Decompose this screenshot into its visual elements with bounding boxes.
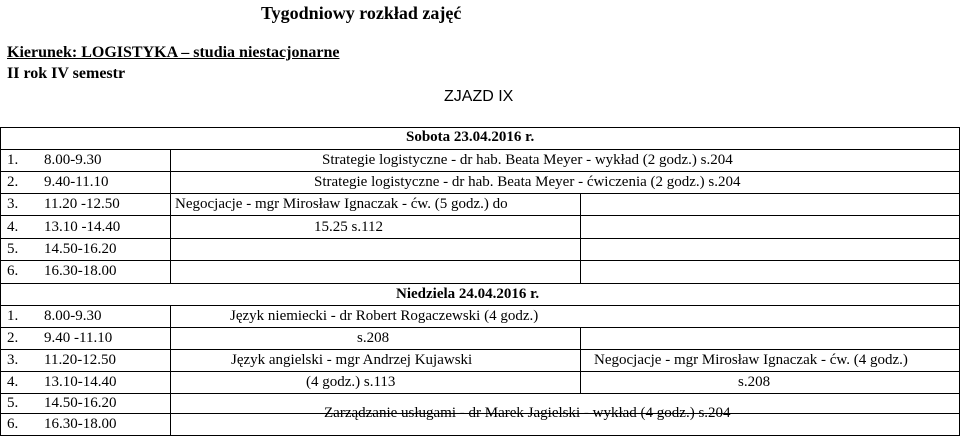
- program-name: Kierunek: LOGISTYKA – studia niestacjonarne: [7, 44, 340, 61]
- slot-time: 13.10 -14.40: [44, 219, 121, 235]
- slot-number: 3.: [7, 352, 19, 368]
- slot-number: 2.: [7, 330, 19, 346]
- sunday-header: Niedziela 24.04.2016 r.: [396, 286, 540, 302]
- zjazd-label: ZJAZD IX: [444, 88, 514, 105]
- slot-time: 14.50-16.20: [44, 241, 117, 257]
- class-entry: Negocjacje - mgr Mirosław Ignaczak - ćw. (5 godz.) do: [175, 196, 508, 212]
- class-entry: Zarządzanie usługami - dr Marek Jagielski - wykład (4 godz.) s.204: [324, 405, 731, 421]
- slot-time: 9.40-11.10: [44, 174, 109, 190]
- page-title: Tygodniowy rozkład zajęć: [261, 3, 462, 23]
- slot-number: 4.: [7, 219, 19, 235]
- slot-time: 16.30-18.00: [44, 263, 117, 279]
- class-entry: Strategie logistyczne - dr hab. Beata Meyer - ćwiczenia (2 godz.) s.204: [314, 174, 741, 190]
- slot-time: 14.50-16.20: [44, 395, 117, 411]
- slot-time: 13.10-14.40: [44, 374, 117, 390]
- slot-number: 6.: [7, 263, 19, 279]
- class-entry: s.208: [357, 330, 390, 346]
- class-entry: (4 godz.) s.113: [306, 374, 396, 390]
- class-entry: Język niemiecki - dr Robert Rogaczewski (4 godz.): [230, 308, 539, 324]
- slot-time: 11.20 -12.50: [44, 196, 120, 212]
- class-entry: Język angielski - mgr Andrzej Kujawski: [231, 352, 473, 368]
- slot-number: 1.: [7, 308, 19, 324]
- slot-time: 9.40 -11.10: [44, 330, 113, 346]
- slot-number: 5.: [7, 241, 19, 257]
- class-entry: s.208: [738, 374, 771, 390]
- saturday-header: Sobota 23.04.2016 r.: [406, 129, 535, 145]
- class-entry: Strategie logistyczne - dr hab. Beata Meyer - wykład (2 godz.) s.204: [322, 152, 733, 168]
- slot-number: 3.: [7, 196, 19, 212]
- slot-number: 4.: [7, 374, 19, 390]
- slot-number: 5.: [7, 395, 19, 411]
- class-entry: Negocjacje - mgr Mirosław Ignaczak - ćw. (4 godz.): [594, 352, 908, 368]
- year-semester: II rok IV semestr: [7, 65, 126, 82]
- slot-number: 6.: [7, 416, 19, 432]
- slot-number: 1.: [7, 152, 19, 168]
- slot-time: 16.30-18.00: [44, 416, 117, 432]
- slot-time: 8.00-9.30: [44, 308, 102, 324]
- slot-time: 11.20-12.50: [44, 352, 116, 368]
- slot-number: 2.: [7, 174, 19, 190]
- slot-time: 8.00-9.30: [44, 152, 102, 168]
- class-entry: 15.25 s.112: [314, 219, 384, 235]
